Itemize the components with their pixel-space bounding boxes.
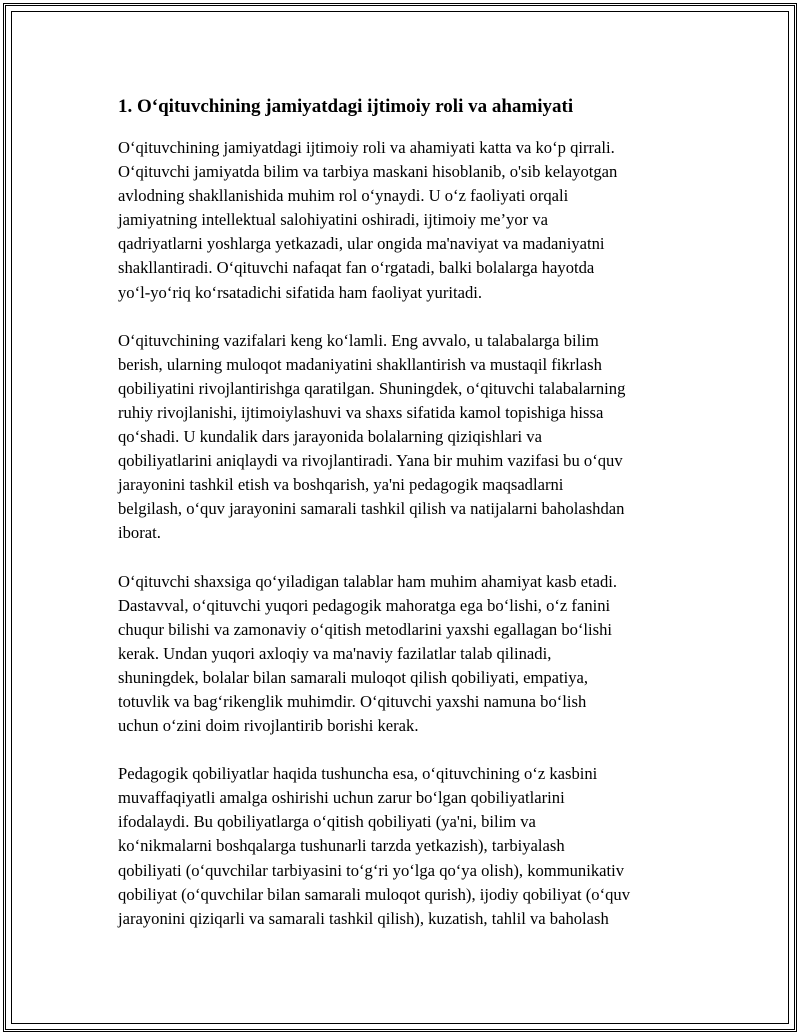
text-line: ruhiy rivojlanishi, ijtimoiylashuvi va shaxs sifatida kamol topishiga hissa (118, 402, 604, 422)
text-line: O‘qituvchi jamiyatda bilim va tarbiya maskani hisoblanib, o'sib kelayotgan (118, 162, 618, 182)
text-line: iborat. (118, 523, 161, 543)
text-line: ko‘nikmalarni boshqalarga tushunarli tarzda yetkazish), tarbiyalash (118, 836, 565, 856)
text-line: muvaffaqiyatli amalga oshirishi uchun zarur bo‘lgan qobiliyatlarini (118, 788, 565, 808)
text-line: Pedagogik qobiliyatlar haqida tushuncha esa, o‘qituvchining o‘z kasbini (118, 764, 598, 784)
text-line: Dastavval, o‘qituvchi yuqori pedagogik mahoratga ega bo‘lishi, o‘z fanini (118, 595, 611, 615)
text-line: jarayonini qiziqarli va samarali tashkil qilish), kuzatish, tahlil va baholash (118, 908, 609, 928)
text-line: shuningdek, bolalar bilan samarali muloqot qilish qobiliyati, empatiya, (118, 667, 589, 687)
paragraph-3 (118, 570, 686, 739)
text-line: qo‘shadi. U kundalik dars jarayonida bolalarning qiziqishlari va (118, 427, 542, 447)
paragraph-2 (118, 329, 686, 546)
text-line: qobiliyat (o‘quvchilar bilan samarali muloqot qurish), ijodiy qobiliyat (o‘quv (118, 884, 631, 904)
paragraph-4 (118, 762, 686, 931)
text-line: O‘qituvchi shaxsiga qo‘yiladigan talablar ham muhim ahamiyat kasb etadi. (118, 571, 618, 591)
text-line: uchun o‘zini doim rivojlantirib borishi kerak. (118, 716, 419, 736)
text-line: jamiyatning intellektual salohiyatini oshiradi, ijtimoiy me’yor va (118, 210, 548, 230)
text-line: belgilash, o‘quv jarayonini samarali tashkil qilish va natijalarni baholashdan (118, 499, 625, 519)
text-line: qobiliyatini rivojlantirishga qaratilgan. Shuningdek, o‘qituvchi talabalarning (118, 378, 626, 398)
text-line: qobiliyati (o‘quvchilar tarbiyasini to‘g‘ri yo‘lga qo‘ya olish), kommunikativ (118, 860, 625, 880)
text-line: jarayonini tashkil etish va boshqarish, ya'ni pedagogik maqsadlarni (118, 475, 564, 495)
text-line: qadriyatlarni yoshlarga yetkazadi, ular ongida ma'naviyat va madaniyatni (118, 234, 605, 254)
text-line: ifodalaydi. Bu qobiliyatlarga o‘qitish qobiliyati (ya'ni, bilim va (118, 812, 536, 832)
text-line: avlodning shakllanishida muhim rol o‘ynaydi. U o‘z faoliyati orqali (118, 186, 569, 206)
text-line: berish, ularning muloqot madaniyatini shakllantirish va mustaqil fikrlash (118, 354, 602, 374)
text-line: yo‘l-yo‘riq ko‘rsatadichi sifatida ham faoliyat yuritadi. (118, 282, 483, 302)
document-body (118, 95, 686, 955)
text-line: O‘qituvchining vazifalari keng ko‘lamli. Eng avvalo, u talabalarga bilim (118, 330, 599, 350)
text-line: shakllantiradi. O‘qituvchi nafaqat fan o‘rgatadi, balki bolalarga hayotda (118, 258, 595, 278)
text-line: totuvlik va bag‘rikenglik muhimdir. O‘qituvchi yaxshi namuna bo‘lish (118, 691, 587, 711)
text-line: O‘qituvchining jamiyatdagi ijtimoiy roli va ahamiyati katta va ko‘p qirrali. (118, 138, 615, 157)
text-line: qobiliyatlarini aniqlaydi va rivojlantiradi. Yana bir muhim vazifasi bu o‘quv (118, 451, 623, 471)
section-heading: 1. O‘qituvchining jamiyatdagi ijtimoiy roli va ahamiyati (118, 96, 574, 117)
paragraph-1 (118, 136, 686, 305)
text-line: kerak. Undan yuqori axloqiy va ma'naviy fazilatlar talab qilinadi, (118, 643, 552, 663)
text-line: chuqur bilishi va zamonaviy o‘qitish metodlarini yaxshi egallagan bo‘lishi (118, 619, 613, 639)
